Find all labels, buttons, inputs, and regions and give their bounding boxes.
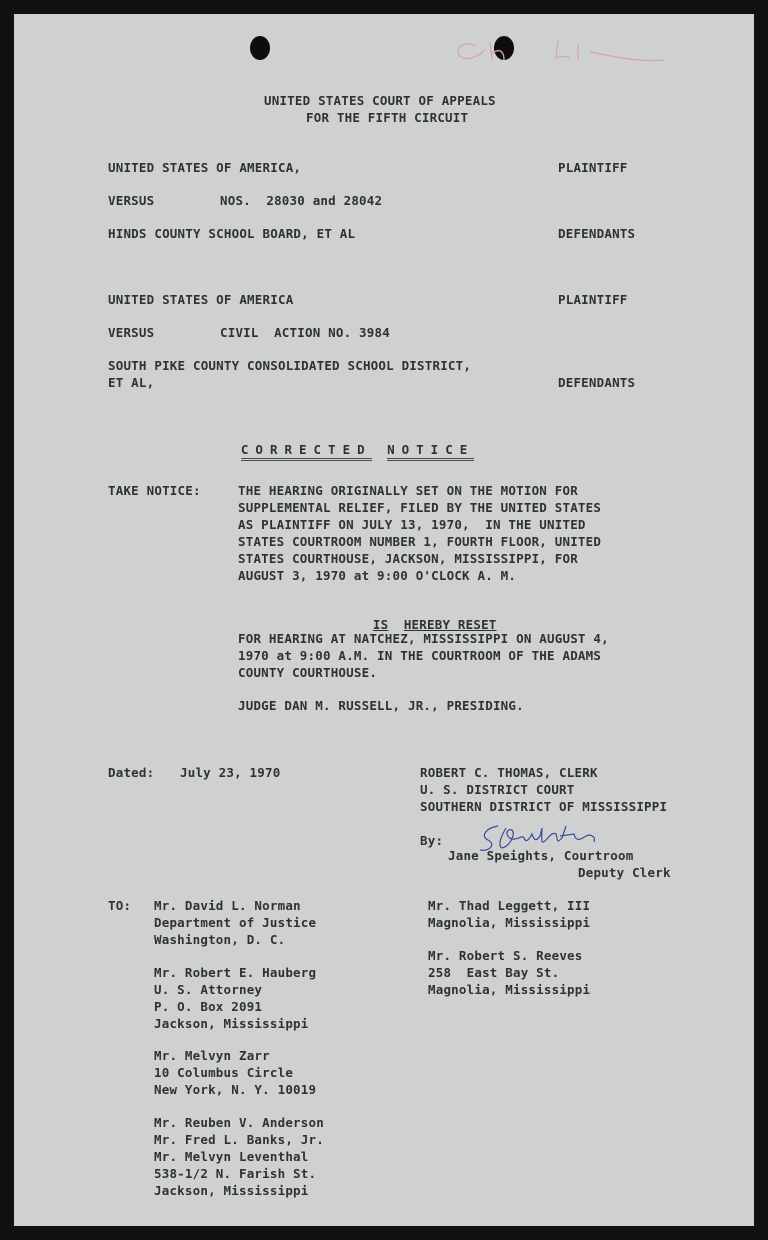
hearing-line: FOR HEARING AT NATCHEZ, MISSISSIPPI ON AUGUST 4, bbox=[238, 631, 609, 646]
deputy-name: Jane Speights, Courtroom bbox=[448, 848, 634, 863]
clerk-district: SOUTHERN DISTRICT OF MISSISSIPPI bbox=[420, 799, 668, 814]
notice-line: SUPPLEMENTAL RELIEF, FILED BY THE UNITED STATES bbox=[238, 500, 602, 515]
case1-plaintiff: UNITED STATES OF AMERICA, bbox=[108, 160, 302, 175]
deputy-title: Deputy Clerk bbox=[578, 865, 671, 880]
recipient-line: U. S. Attorney bbox=[154, 982, 263, 997]
dated-value: July 23, 1970 bbox=[180, 765, 281, 780]
clerk-court: U. S. DISTRICT COURT bbox=[420, 782, 575, 797]
pencil-annotation bbox=[450, 36, 670, 68]
take-notice-label: TAKE NOTICE: bbox=[108, 483, 201, 498]
judge-line: JUDGE DAN M. RUSSELL, JR., PRESIDING. bbox=[238, 698, 524, 713]
recipient-line: Mr. Reuben V. Anderson bbox=[154, 1115, 324, 1130]
recipient-line: 538-1/2 N. Farish St. bbox=[154, 1166, 317, 1181]
by-label: By: bbox=[420, 833, 444, 848]
notice-line: AS PLAINTIFF ON JULY 13, 1970, IN THE UNITED bbox=[238, 517, 586, 532]
case1-plaintiff-role: PLAINTIFF bbox=[558, 160, 628, 175]
to-label: TO: bbox=[108, 898, 132, 913]
recipient-line: Mr. Robert S. Reeves bbox=[428, 948, 583, 963]
notice-line: STATES COURTHOUSE, JACKSON, MISSISSIPPI, FOR bbox=[238, 551, 578, 566]
case1-defendant-role: DEFENDANTS bbox=[558, 226, 636, 241]
recipient-line: Mr. Thad Leggett, III bbox=[428, 898, 591, 913]
recipient-line: Department of Justice bbox=[154, 915, 317, 930]
reset-is: IS bbox=[372, 616, 389, 632]
case2-defendant-line2: ET AL, bbox=[108, 375, 155, 390]
document-page bbox=[14, 14, 754, 1226]
notice-title-corrected: CORRECTED bbox=[241, 442, 372, 461]
recipient-line: Mr. Melvyn Zarr bbox=[154, 1048, 270, 1063]
recipient-line: Mr. Robert E. Hauberg bbox=[154, 965, 317, 980]
court-title: UNITED STATES COURT OF APPEALS bbox=[264, 93, 496, 108]
recipient-line: Jackson, Mississippi bbox=[154, 1016, 309, 1031]
recipient-line: Magnolia, Mississippi bbox=[428, 915, 591, 930]
recipient-line: Mr. Fred L. Banks, Jr. bbox=[154, 1132, 324, 1147]
hearing-line: COUNTY COURTHOUSE. bbox=[238, 665, 378, 680]
court-circuit: FOR THE FIFTH CIRCUIT bbox=[306, 110, 469, 125]
notice-line: THE HEARING ORIGINALLY SET ON THE MOTION FOR bbox=[238, 483, 578, 498]
case2-plaintiff: UNITED STATES OF AMERICA bbox=[108, 292, 294, 307]
recipient-line: New York, N. Y. 10019 bbox=[154, 1082, 317, 1097]
dated-label: Dated: bbox=[108, 765, 155, 780]
notice-line: AUGUST 3, 1970 at 9:00 O'CLOCK A. M. bbox=[238, 568, 517, 583]
notice-line: STATES COURTROOM NUMBER 1, FOURTH FLOOR, UNITED bbox=[238, 534, 602, 549]
recipient-line: Jackson, Mississippi bbox=[154, 1183, 309, 1198]
recipient-line: Washington, D. C. bbox=[154, 932, 286, 947]
hearing-line: 1970 at 9:00 A.M. IN THE COURTROOM OF THE ADAMS bbox=[238, 648, 602, 663]
recipient-line: 10 Columbus Circle bbox=[154, 1065, 294, 1080]
case2-plaintiff-role: PLAINTIFF bbox=[558, 292, 628, 307]
case1-versus: VERSUS bbox=[108, 193, 155, 208]
recipient-line: Magnolia, Mississippi bbox=[428, 982, 591, 997]
notice-title-notice: NOTICE bbox=[387, 442, 474, 461]
recipient-line: Mr. Melvyn Leventhal bbox=[154, 1149, 309, 1164]
reset-hereby: HEREBY RESET bbox=[403, 616, 497, 632]
case1-defendant: HINDS COUNTY SCHOOL BOARD, ET AL bbox=[108, 226, 356, 241]
recipient-line: 258 East Bay St. bbox=[428, 965, 560, 980]
case2-versus: VERSUS bbox=[108, 325, 155, 340]
case2-defendant-role: DEFENDANTS bbox=[558, 375, 636, 390]
recipient-line: Mr. David L. Norman bbox=[154, 898, 301, 913]
clerk-name: ROBERT C. THOMAS, CLERK bbox=[420, 765, 598, 780]
punch-hole-left bbox=[250, 36, 270, 60]
recipient-line: P. O. Box 2091 bbox=[154, 999, 263, 1014]
notice-title bbox=[210, 425, 474, 475]
case2-defendant-line1: SOUTH PIKE COUNTY CONSOLIDATED SCHOOL DISTRICT, bbox=[108, 358, 472, 373]
case2-numbers: CIVIL ACTION NO. 3984 bbox=[220, 325, 390, 340]
case1-numbers: NOS. 28030 and 28042 bbox=[220, 193, 383, 208]
